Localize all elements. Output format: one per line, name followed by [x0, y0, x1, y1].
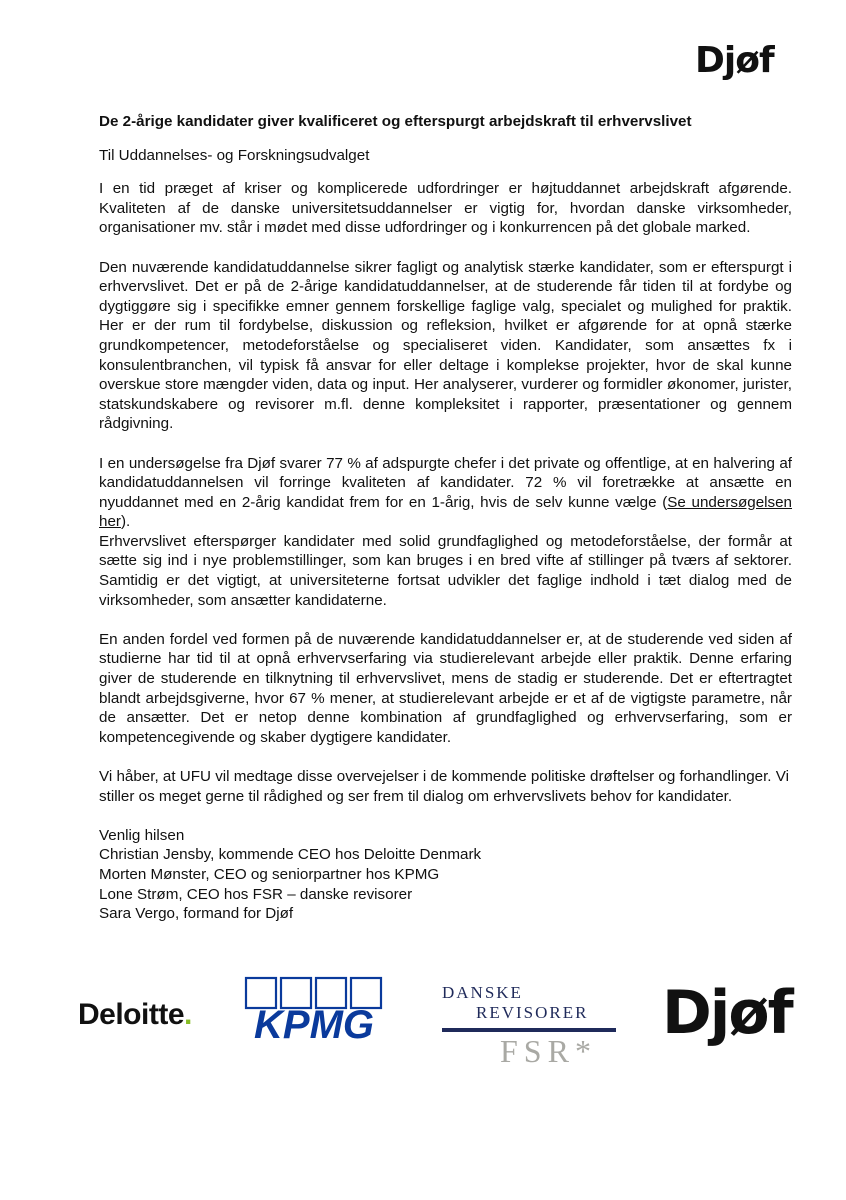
paragraph-3-tail: ).: [120, 513, 131, 531]
signatory-3: Lone Strøm, CEO hos FSR – danske revisorer: [99, 885, 413, 903]
survey-link[interactable]: Se undersøgelsen her: [99, 493, 793, 531]
paragraph-4: Erhvervslivet efterspørger kandidater med solid grundfaglighed og metodeforståelse, der formår at sætte sig ind i nye problemstillinger, som kan bruges i en bred vifte af stillinger på tværs af sektorer. Samtidig er det vigtigt, at universiteterne fortsat udvikler det faglige indhold i tæt dialog med de virksomheder, som ansætter kandidaterne.: [99, 532, 792, 609]
fsr-logo-line3: FSR*: [500, 1033, 597, 1064]
paragraph-5: En anden fordel ved formen på de nuværende kandidatuddannelser er, at de studerende ved siden af studierne har tid til at opnå erhvervserfaring via studierelevant arbejde eller praktik. Denne erfaring giver de studerende en tilknytning til erhvervslivet, mens de stadig er studerende. Det er eftertragtet blandt arbejdsgiverne, hvor 67 % mener, at studierelevant arbejde er et af de vigtigste parametre, når de ansætter. Det er netop denne kombination af grundfaglighed og erhvervserfaring, som er kompetencegivende og skaber dygtigere kandidater.: [99, 630, 792, 746]
djof-footer-logo: Djøf: [662, 978, 792, 1048]
kpmg-logo: [240, 976, 388, 1042]
kpmg-logo-text: KPMG: [254, 1003, 374, 1042]
letter-salutation: Til Uddannelses- og Forskningsudvalget: [99, 146, 370, 164]
paragraph-2: Den nuværende kandidatuddannelse sikrer fagligt og analytisk stærke kandidater, som er efterspurgt i erhvervslivet. Det er på de 2-årige kandidatuddannelser, at de studerende får tiden til at fordybe og dygtiggøre sig i specifikke emner gennem forskellige faglige valg, specialet og mulighed for praktik. Her er der rum til fordybelse, diskussion og refleksion, hvilket er afgørende for at opnå stærke grundkompetencer, metodeforståelse og specialiseret viden. Kandidater, som ansættes fx i konsulentbranchen, vil typisk få ansvar for eller deltage i komplekse projekter, hvor de skal kunne overskue store mængder viden, data og input. Her analyserer, vurderer og formidler økonomer, jurister, statskundskabere og revisorer m.fl. denne kompleksitet i rapporter, præsentationer og gennem rådgivning.: [99, 258, 792, 433]
signatory-1: Christian Jensby, kommende CEO hos Deloitte Denmark: [99, 846, 482, 864]
djof-header-logo: Djøf: [695, 40, 774, 81]
paragraph-1: I en tid præget af kriser og komplicerede udfordringer er højtuddannet arbejdskraft afgørende. Kvaliteten af de danske universitetsuddannelser er vigtig for, hvordan danske virksomheder, organisationer mv. står i mødet med disse udfordringer og i konkurrencen på det globale marked.: [99, 180, 792, 237]
closing: Venlig hilsen: [99, 826, 185, 844]
letter-title: De 2-årige kandidater giver kvalificeret og efterspurgt arbejdskraft til erhvervslivet: [99, 113, 692, 130]
partner-logos: [0, 970, 846, 1070]
deloitte-logo-dot: .: [184, 998, 192, 1031]
paragraph-3-text: I en undersøgelse fra Djøf svarer 77 % af adspurgte chefer i det private og offentlige, at en halvering af kandidatuddannelsen vil forringe kvaliteten af kandidater. 72 % vil foretrække at ansætte en nyuddannet med en 2-årig kandidat frem for en 1-årig, hvis de selv kunne vælge (: [99, 454, 792, 511]
paragraph-3: [99, 454, 792, 532]
signatory-4: Sara Vergo, formand for Djøf: [99, 905, 294, 923]
deloitte-logo: [78, 998, 192, 1032]
fsr-logo-line1: DANSKE: [442, 983, 523, 1002]
fsr-logo-line2: REVISORER: [476, 1003, 589, 1022]
letter-body: [99, 112, 792, 924]
deloitte-logo-text: Deloitte: [78, 998, 185, 1031]
signatory-2: Morten Mønster, CEO og seniorpartner hos KPMG: [99, 865, 440, 883]
fsr-logo: [440, 978, 620, 1064]
paragraph-6: Vi håber, at UFU vil medtage disse overvejelser i de kommende politiske drøftelser og forhandlinger. Vi stiller os meget gerne til rådighed og ser frem til dialog om erhvervslivets behov for kandidater.: [99, 768, 789, 805]
